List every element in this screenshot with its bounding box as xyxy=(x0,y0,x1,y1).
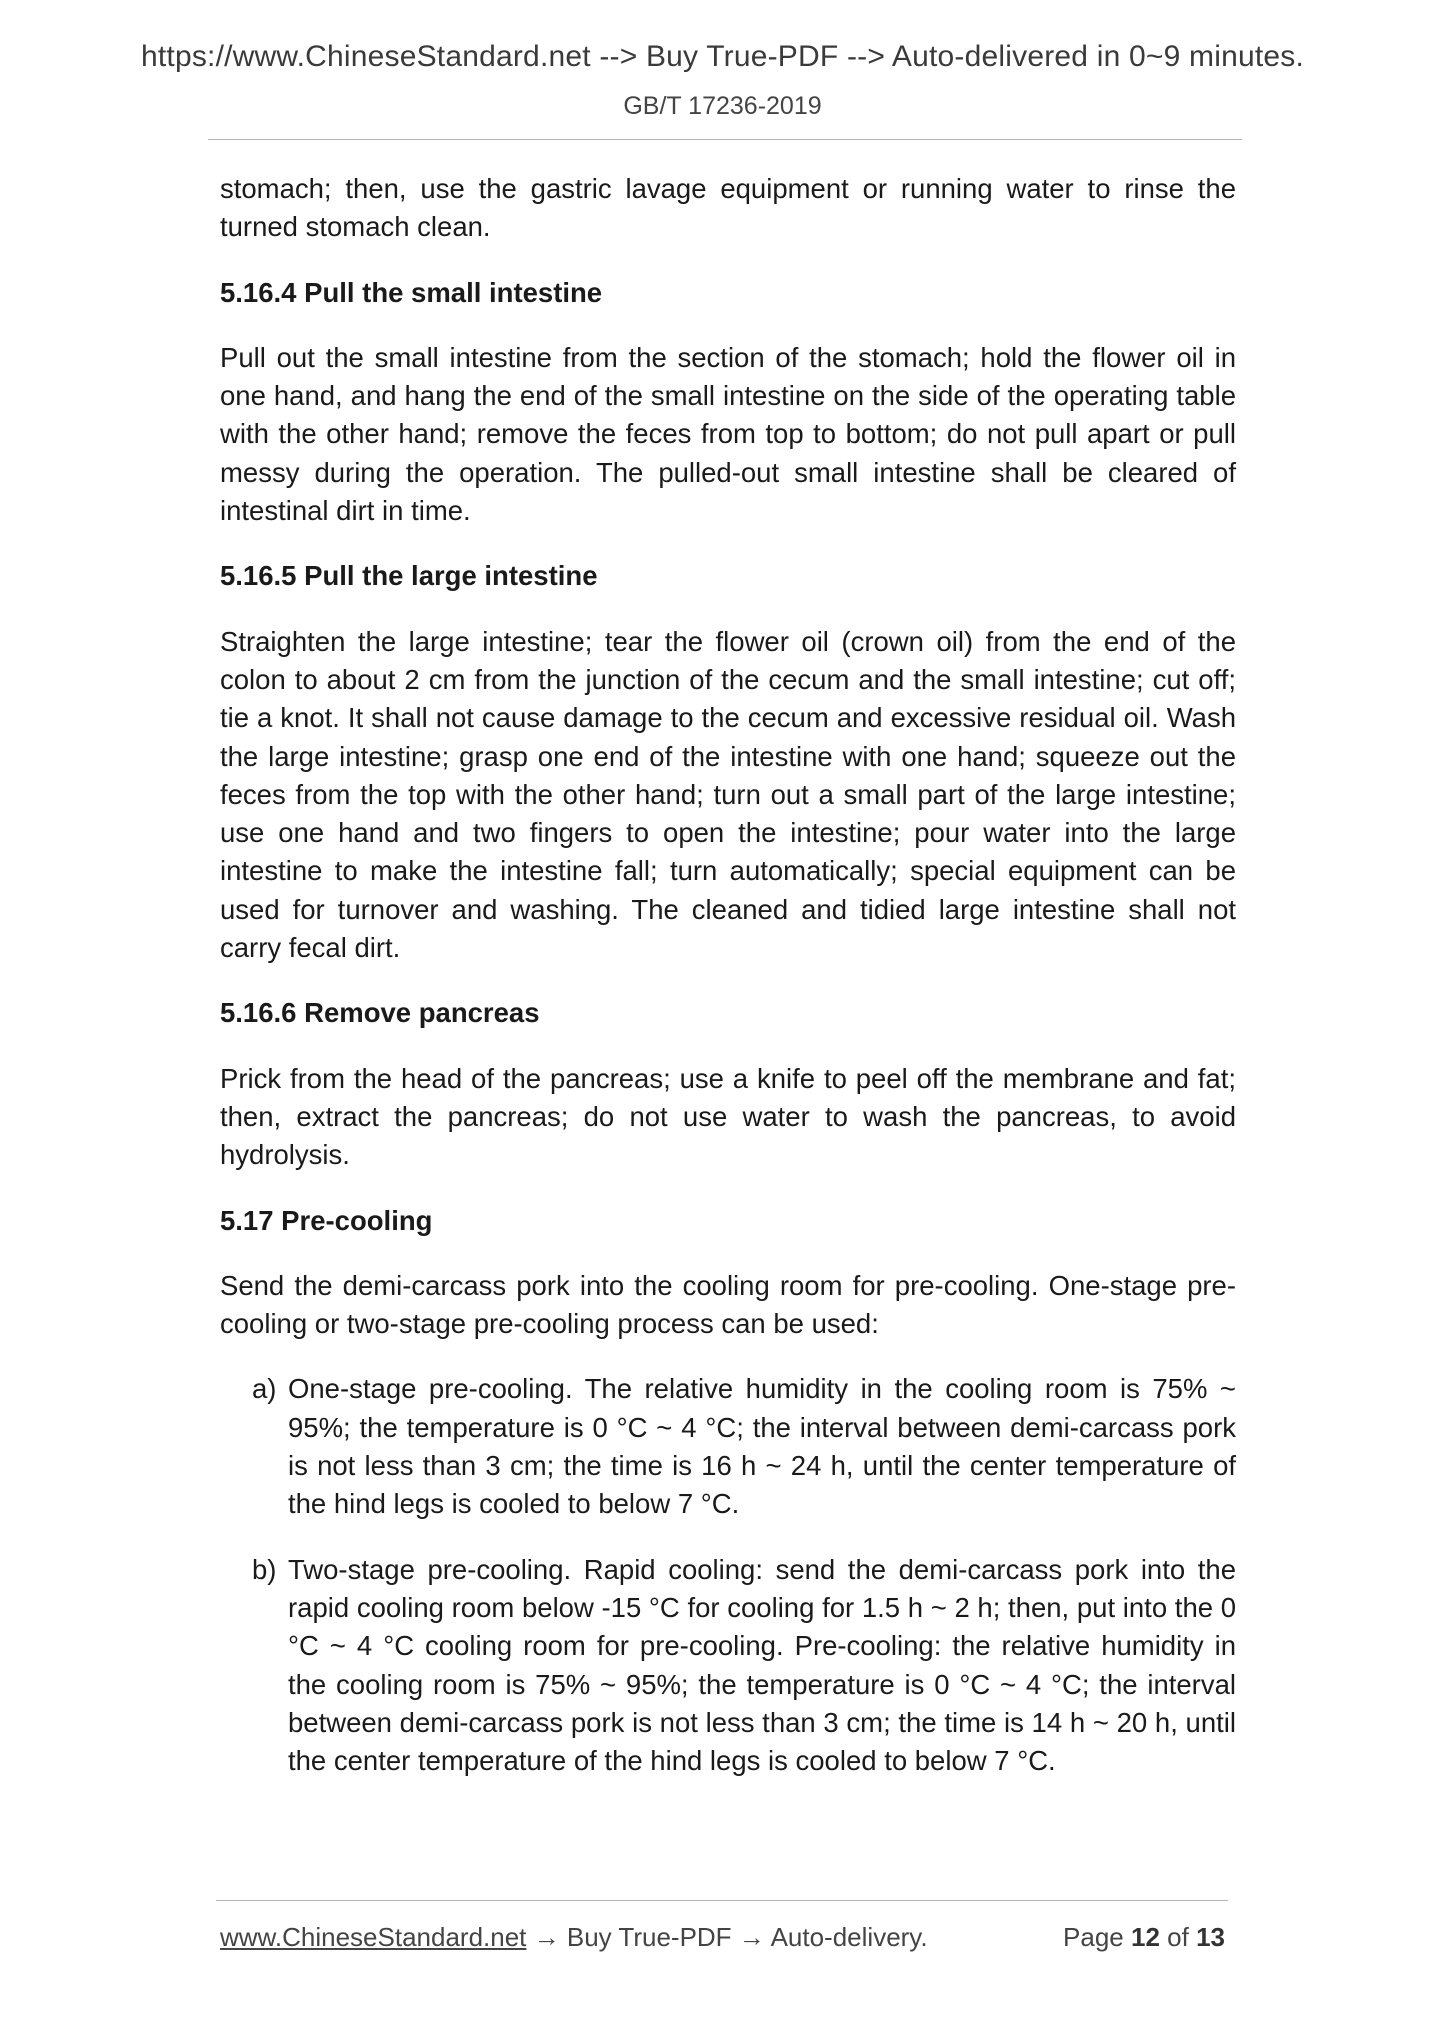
paragraph-continued: stomach; then, use the gastric lavage equipment or running water to rinse the turned stomach clean. xyxy=(220,173,1236,243)
list-item-b xyxy=(252,1551,1236,1781)
list-item-text: Two-stage pre-cooling. Rapid cooling: send the demi-carcass pork into the rapid cooling room below -15 °C for cooling for 1.5 h ~ 2 h; then, put into the 0 °C ~ 4 °C cooling room for pre-cooling. Pre-cooling: the relative humidity in the cooling room is 75% ~ 95%; the temperature is 0 °C ~ 4 °C; the interval between demi-carcass pork is not less than 3 cm; the time is 14 h ~ 20 h, until the center temperature of the hind legs is cooled to below 7 °C. xyxy=(288,1553,1236,1777)
heading-5-16-6: 5.16.6 Remove pancreas xyxy=(220,997,540,1029)
page-number xyxy=(1063,1922,1225,1953)
top-banner: https://www.ChineseStandard.net --> Buy True-PDF --> Auto-delivered in 0~9 minutes. xyxy=(141,40,1304,73)
heading-5-16-4: 5.16.4 Pull the small intestine xyxy=(220,276,603,308)
document-body xyxy=(220,170,1236,1807)
footer-divider xyxy=(216,1900,1228,1901)
footer-left xyxy=(220,1922,928,1953)
page-label: Page xyxy=(1063,1922,1124,1952)
list-item-a xyxy=(252,1370,1236,1523)
list-marker: b) xyxy=(252,1553,277,1585)
header-divider xyxy=(208,139,1242,140)
paragraph-5-16-4: Pull out the small intestine from the section of the stomach; hold the flower oil in one hand, and hang the end of the small intestine on the side of the operating table with the other hand; remove the feces from top to bottom; do not pull apart or pull messy during the operation. The pulled-out small intestine shall be cleared of intestinal dirt in time. xyxy=(220,341,1236,527)
paragraph-5-17: Send the demi-carcass pork into the cooling room for pre-cooling. One-stage pre-cooling or two-stage pre-cooling process can be used: xyxy=(220,1269,1236,1340)
standard-code: GB/T 17236-2019 xyxy=(623,92,822,120)
paragraph-5-16-5: Straighten the large intestine; tear the flower oil (crown oil) from the end of the colon to about 2 cm from the junction of the cecum and the small intestine; cut off; tie a knot. It shall not cause damage to the cecum and excessive residual oil. Wash the large intestine; grasp one end of the intestine with one hand; squeeze out the feces from the top with the other hand; turn out a small part of the large intestine; use one hand and two fingers to open the intestine; pour water into the large intestine to make the intestine fall; turn automatically; special equipment can be used for turnover and washing. The cleaned and tidied large intestine shall not carry fecal dirt. xyxy=(220,625,1236,964)
heading-5-17: 5.17 Pre-cooling xyxy=(220,1204,433,1236)
page-current: 12 xyxy=(1131,1922,1160,1952)
page-of: of xyxy=(1167,1922,1189,1952)
list-marker: a) xyxy=(252,1373,277,1405)
paragraph-5-16-6: Prick from the head of the pancreas; use a knife to peel off the membrane and fat; then, extract the pancreas; do not use water to wash the pancreas, to avoid hydrolysis. xyxy=(220,1062,1236,1171)
footer-site-link[interactable]: www.ChineseStandard.net xyxy=(220,1922,527,1952)
footer-tagline: → Buy True-PDF → Auto-delivery. xyxy=(526,1922,928,1952)
heading-5-16-5: 5.16.5 Pull the large intestine xyxy=(220,560,598,592)
page-total: 13 xyxy=(1196,1922,1225,1952)
list-item-text: One-stage pre-cooling. The relative humidity in the cooling room is 75% ~ 95%; the temperature is 0 °C ~ 4 °C; the interval between demi-carcass pork is not less than 3 cm; the time is 16 h ~ 24 h, until the center temperature of the hind legs is cooled to below 7 °C. xyxy=(288,1373,1236,1520)
